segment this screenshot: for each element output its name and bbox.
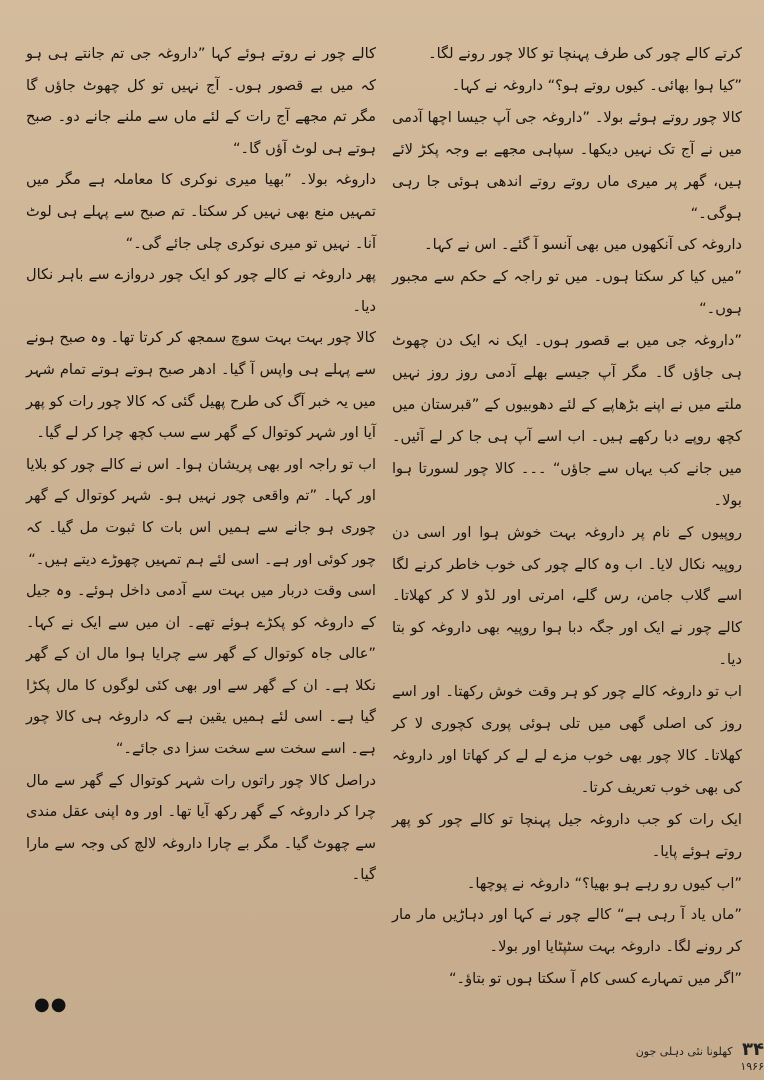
footer-caption: کھلونا نئی دہلی جون ۱۹۶۶: [635, 1045, 764, 1073]
paragraph: کرتے کالے چور کی طرف پہنچا تو کالا چور رونے لگا۔: [428, 45, 742, 62]
paragraph: کالا چور روتے ہوئے بولا۔ ”داروغہ جی آپ جیسا اچھا آدمی میں نے آج تک نہیں دیکھا۔ سپاہی مجھے بے وجہ پکڑ لائے ہیں، گھر پر میری ماں روتے روتے اندھی ہوئی جا رہی ہوگی۔“: [392, 108, 742, 222]
paragraph: اب تو داروغہ کالے چور کو ہر وقت خوش رکھتا۔ اور اسے روز کی اصلی گھی میں تلی ہوئی پوری کچوری لا کر کھلاتا۔ کالا چور بھی خوب مزے لے لے کر کھاتا اور داروغہ کی بھی خوب تعریف کرتا۔: [392, 683, 742, 796]
paragraph: داروغہ بولا۔ ”بھیا میری نوکری کا معاملہ ہے مگر میں تمہیں منع بھی نہیں کر سکتا۔ تم صبح سے پہلے ہی لوٹ آنا۔ نہیں تو میری نوکری چلی جائے گی۔“: [26, 171, 376, 252]
paragraph: کالا چور بہت بہت سوچ سمجھ کر کرتا تھا۔ وہ صبح ہونے سے پہلے ہی واپس آ گیا۔ ادھر صبح ہوتے ہوتے تمام شہر میں یہ خبر آگ کی طرح پھیل گئی کہ کالا چور رات کو پھر آیا اور شہر کوتوال کے گھر سے سب کچھ چرا کر لے گیا۔: [26, 329, 376, 442]
paragraph: اسی وقت دربار میں بہت سے آدمی داخل ہوئے۔ وہ جیل کے داروغہ کو پکڑے ہوئے تھے۔ ان میں سے ایک نے کہا۔ ”عالی جاہ کوتوال کے گھر سے چرایا ہوا مال ان کے گھر نکلا ہے۔ ان کے گھر سے اور بھی کئی لوگوں کا مال پکڑا گیا ہے۔ اسی لئے ہمیں یقین ہے کہ داروغہ ہی کالا چور ہے۔ اسے سخت سے سخت سزا دی جائے۔“: [26, 582, 376, 758]
paragraph: پھر داروغہ نے کالے چور کو ایک چور دروازے سے باہر نکال دیا۔: [26, 266, 376, 315]
page-footer: [628, 1039, 764, 1073]
end-mark: ●●: [34, 994, 68, 1015]
page-number: ۳۴: [742, 1039, 764, 1060]
paragraph: دراصل کالا چور راتوں رات شہر کوتوال کے گھر سے مال چرا کر داروغہ کے گھر رکھ آیا تھا۔ اور وہ اپنی عقل مندی سے چھوٹ گیا۔ مگر بے چارا داروغہ لالچ کی وجہ سے مارا گیا۔: [26, 771, 376, 884]
paragraph: ”میں کیا کر سکتا ہوں۔ میں تو راجہ کے حکم سے مجبور ہوں۔“: [392, 268, 742, 318]
paragraph: ”ماں یاد آ رہی ہے“ کالے چور نے کہا اور دہاڑیں مار مار کر رونے لگا۔ داروغہ بہت سٹپٹایا اور بولا۔: [392, 906, 742, 956]
paragraph: روپیوں کے نام پر داروغہ بہت خوش ہوا اور اسی دن روپیہ نکال لایا۔ اب وہ کالے چور کی خوب خاطر کرنے لگا اسے گلاب جامن، رس گلے، امرتی اور لڈو لا کر کھلاتا۔ کالے چور نے ایک اور جگہ دبا ہوا روپیہ بھی داروغہ کو بتا دیا۔: [392, 523, 742, 669]
paragraph: ”داروغہ جی میں بے قصور ہوں۔ ایک نہ ایک دن چھوٹ ہی جاؤں گا۔ مگر آپ جیسے بھلے آدمی روز روز نہیں ملتے میں نے اپنے بڑھاپے کے لئے دھوبیوں کے ”قبرستان میں کچھ روپے دبا رکھے ہیں۔ اب اسے آپ ہی جا کر لے آئیں۔ میں جانے کب یہاں سے جاؤں“ ۔۔۔ کالا چور لسورتا ہوا بولا۔: [392, 332, 742, 509]
left-column: [26, 38, 376, 891]
paragraph: اب تو راجہ اور بھی پریشان ہوا۔ اس نے کالے چور کو بلایا اور کہا۔ ”تم واقعی چور نہیں ہو۔ شہر کوتوال کے گھر چوری ہو جانے سے ہمیں اس بات کا ثبوت مل گیا۔ کہ چور کوئی اور ہے۔ اسی لئے ہم تمہیں چھوڑے دیتے ہیں۔“: [26, 455, 376, 568]
paragraph: داروغہ کی آنکھوں میں بھی آنسو آ گئے۔ اس نے کہا۔: [424, 236, 742, 254]
right-column: [392, 38, 742, 995]
paragraph: ”اب کیوں رو رہے ہو بھیا؟“ داروغہ نے پوچھا۔: [466, 874, 742, 892]
paragraph: ”اگر میں تمہارے کسی کام آ سکتا ہوں تو بتاؤ۔“: [448, 970, 742, 988]
paragraph: ”کیا ہوا بھائی۔ کیوں روتے ہو؟“ داروغہ نے کہا۔: [451, 76, 742, 94]
paragraph: ایک رات کو جب داروغہ جیل پہنچا تو کالے چور کو پھر روتے ہوئے پایا۔: [392, 810, 742, 860]
paragraph: کالے چور نے روتے ہوئے کہا ”داروغہ جی تم جانتے ہی ہو کہ میں بے قصور ہوں۔ آج نہیں تو کل چھوٹ جاؤں گا مگر تم مجھے آج رات کے لئے ماں سے ملنے جانے دو۔ صبح ہوتے ہی لوٹ آؤں گا۔“: [26, 45, 376, 157]
